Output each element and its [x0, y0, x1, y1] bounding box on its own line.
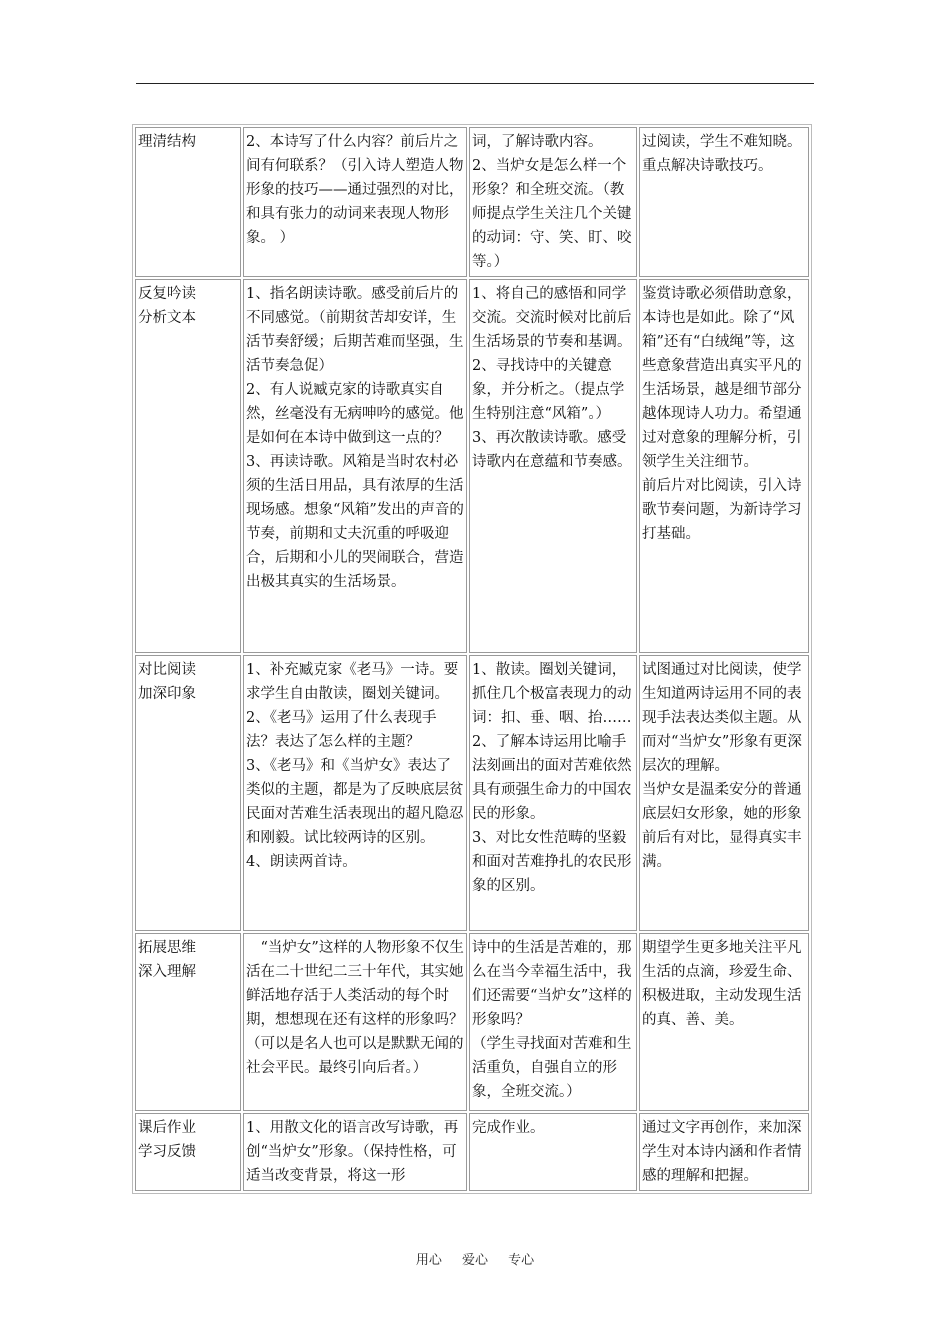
- student-activity-cell: 1、散读。圈划关键词，抓住几个极富表现力的动词：扣、垂、咽、抬…… 2、了解本诗运用比喻手法刻画出的面对苦难依然具有顽强生命力的中国农民的形象。 3、对比女性范畴的坚毅和面对苦难挣扎的农民形象的区别。: [469, 655, 637, 931]
- teacher-activity-cell: 1、用散文化的语言改写诗歌，再创“当炉女”形象。（保持性格，可适当改变背景，将这一形: [243, 1113, 467, 1191]
- table-row: [135, 655, 809, 931]
- teacher-activity-cell: “当炉女”这样的人物形象不仅生活在二十世纪二三十年代，其实她鲜活地存活于人类活动的每个时期，想想现在还有这样的形象吗？（可以是名人也可以是默默无闻的社会平民。最终引向后者。）: [243, 933, 467, 1111]
- section-cell: 课后作业 学习反馈: [135, 1113, 241, 1191]
- student-activity-cell: 完成作业。: [469, 1113, 637, 1191]
- teacher-activity-cell: 2、本诗写了什么内容？前后片之间有何联系？（引入诗人塑造人物形象的技巧——通过强烈的对比，和具有张力的动词来表现人物形象。 ）: [243, 127, 467, 277]
- student-activity-cell: 1、将自己的感悟和同学交流。交流时候对比前后生活场景的节奏和基调。 2、寻找诗中的关键意象，并分析之。（提点学生特别注意“风箱”。） 3、再次散读诗歌。感受诗歌内在意蕴和节奏感。: [469, 279, 637, 653]
- table-row: [135, 279, 809, 653]
- table-row: [135, 933, 809, 1111]
- section-cell: 拓展思维 深入理解: [135, 933, 241, 1111]
- design-intent-cell: 通过文字再创作，来加深学生对本诗内涵和作者情感的理解和把握。: [639, 1113, 809, 1191]
- section-cell: 对比阅读 加深印象: [135, 655, 241, 931]
- teacher-activity-cell: 1、补充臧克家《老马》一诗。要求学生自由散读，圈划关键词。 2、《老马》运用了什么表现手法？表达了怎么样的主题？ 3、《老马》和《当炉女》表达了类似的主题，都是为了反映底层贫民面对苦难生活表现出的超凡隐忍和刚毅。试比较两诗的区别。 4、朗读两首诗。: [243, 655, 467, 931]
- table-row: [135, 127, 809, 277]
- design-intent-cell: 试图通过对比阅读，使学生知道两诗运用不同的表现手法表达类似主题。从而对“当炉女”形象有更深层次的理解。 当炉女是温柔安分的普通底层妇女形象，她的形象前后有对比，显得真实丰满。: [639, 655, 809, 931]
- header-rule: [136, 83, 814, 84]
- table-row: [135, 1113, 809, 1191]
- section-cell: 理清结构: [135, 127, 241, 277]
- footer-text-2: 爱心: [461, 1253, 488, 1268]
- design-intent-cell: 鉴赏诗歌必须借助意象，本诗也是如此。除了“风箱”还有“白绒绳”等，这些意象营造出真实平凡的生活场景，越是细节部分越体现诗人功力。希望通过对意象的理解分析，引领学生关注细节。 前后片对比阅读，引入诗歌节奏问题，为新诗学习打基础。: [639, 279, 809, 653]
- page-footer: [0, 1249, 950, 1268]
- footer-text-3: 专心: [508, 1253, 535, 1268]
- design-intent-cell: 期望学生更多地关注平凡生活的点滴，珍爱生命、积极进取，主动发现生活的真、善、美。: [639, 933, 809, 1111]
- student-activity-cell: 诗中的生活是苦难的，那么在当今幸福生活中，我们还需要“当炉女”这样的形象吗？ （学生寻找面对苦难和生活重负，自强自立的形象，全班交流。）: [469, 933, 637, 1111]
- teacher-activity-cell: 1、指名朗读诗歌。感受前后片的不同感觉。（前期贫苦却安详，生活节奏舒缓；后期苦难而坚强，生活节奏急促） 2、有人说臧克家的诗歌真实自然，丝毫没有无病呻吟的感觉。他是如何在本诗中做到这一点的？ 3、再读诗歌。风箱是当时农村必须的生活日用品，具有浓厚的生活现场感。想象“风箱”发出的声音的节奏，前期和丈夫沉重的呼吸迎合，后期和小儿的哭闹联合，营造出极其真实的生活场景。: [243, 279, 467, 653]
- student-activity-cell: 词，了解诗歌内容。 2、当炉女是怎么样一个形象？和全班交流。（教师提点学生关注几个关键的动词：守、笑、盯、咬等。）: [469, 127, 637, 277]
- design-intent-cell: 过阅读，学生不难知晓。重点解决诗歌技巧。: [639, 127, 809, 277]
- lesson-plan-table: [132, 124, 812, 1194]
- section-cell: 反复吟读 分析文本: [135, 279, 241, 653]
- footer-text-1: 用心: [415, 1253, 442, 1268]
